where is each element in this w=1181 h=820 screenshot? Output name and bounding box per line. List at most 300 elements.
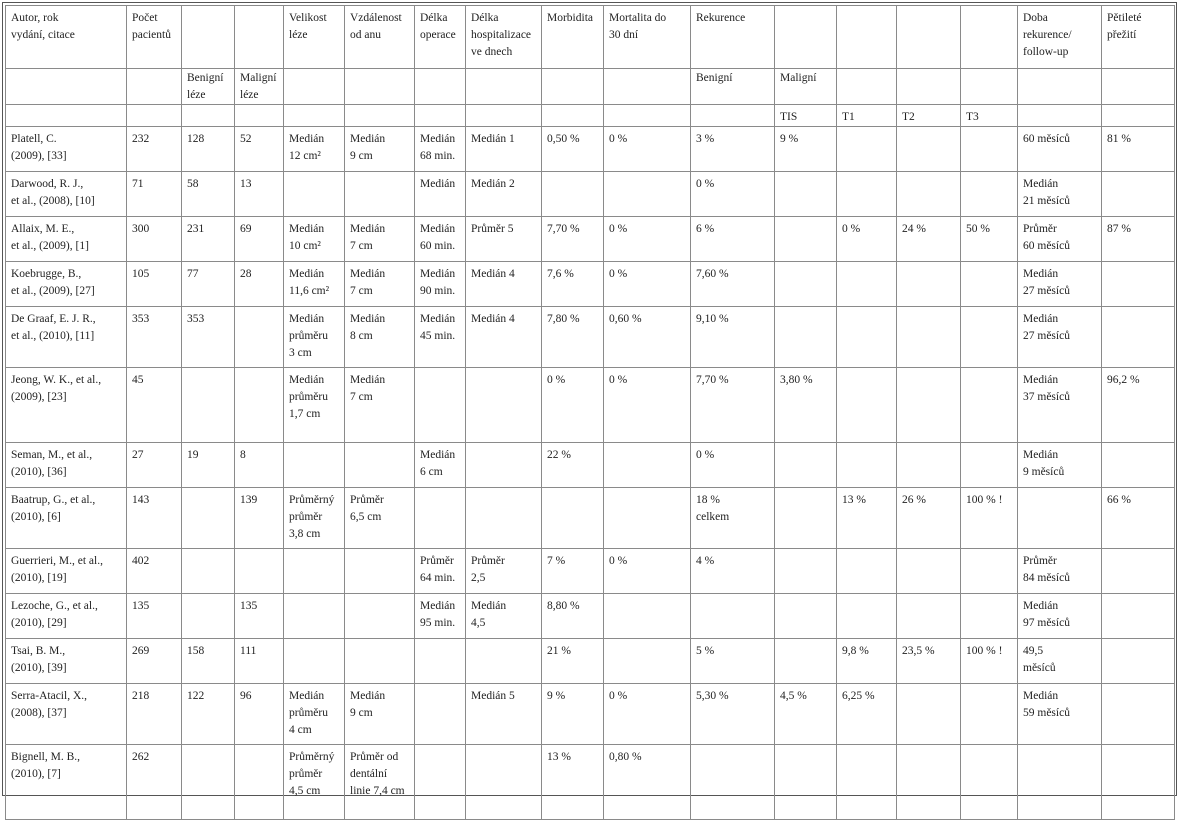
table-cell: [604, 307, 691, 368]
table-cell: [466, 307, 542, 368]
table-cell: [897, 684, 961, 745]
cell-line: 6,5 cm: [350, 511, 382, 523]
cell-line: 77: [187, 268, 199, 280]
table-cell: [837, 549, 897, 594]
cell-line: Medián: [350, 223, 386, 235]
header-empty: [961, 6, 1018, 69]
cell-line: Průměr: [1023, 223, 1057, 235]
table-cell: [961, 594, 1018, 639]
table-cell: [235, 172, 284, 217]
table-cell: [1018, 443, 1102, 488]
table-cell: [127, 127, 182, 172]
cell-line: 90 min.: [420, 285, 456, 297]
cell-line: 3,8 cm: [289, 528, 321, 540]
cell-line: Allaix, M. E.,: [11, 223, 75, 235]
cell-line: Medián: [289, 133, 325, 145]
table-cell: [345, 217, 415, 262]
table-cell: [837, 684, 897, 745]
table-cell: [542, 639, 604, 684]
table-cell: [897, 745, 961, 820]
cell-line: 9 %: [780, 133, 799, 145]
table-cell: [6, 307, 127, 368]
table-cell: [775, 217, 837, 262]
cell-line: Medián: [471, 600, 507, 612]
table-cell: [691, 745, 775, 820]
cell-line: 232: [132, 133, 150, 145]
cell-line: 5 %: [696, 645, 715, 657]
header-empty: [235, 6, 284, 69]
cell-line: 0 %: [609, 223, 628, 235]
table-cell: [542, 488, 604, 549]
table-cell: [182, 594, 235, 639]
cell-line: 23,5 %: [902, 645, 935, 657]
cell-line: 4,5: [471, 617, 486, 629]
table-cell: [1018, 262, 1102, 307]
table-cell: [182, 549, 235, 594]
table-cell: [415, 745, 466, 820]
header-followup: Doba rekurence/ follow-up: [1018, 6, 1102, 69]
table-cell: [127, 549, 182, 594]
table-cell: [284, 684, 345, 745]
table-cell: [837, 262, 897, 307]
table-cell: [837, 594, 897, 639]
table-cell: [6, 745, 127, 820]
table-cell: [415, 594, 466, 639]
cell-line: Medián: [1023, 374, 1059, 386]
table-cell: [235, 127, 284, 172]
table-cell: [604, 262, 691, 307]
table-cell: [1102, 127, 1175, 172]
cell-line: Medián 5: [471, 690, 515, 702]
cell-line: 5,30 %: [696, 690, 729, 702]
table-cell: [961, 549, 1018, 594]
table-cell: [542, 745, 604, 820]
table-cell: [127, 443, 182, 488]
table-cell: [345, 262, 415, 307]
table-cell: [284, 639, 345, 684]
table-cell: [691, 549, 775, 594]
cell-line: 7 cm: [350, 240, 373, 252]
cell-line: 7 %: [547, 555, 566, 567]
cell-line: 9,8 %: [842, 645, 869, 657]
table-cell: [182, 262, 235, 307]
table-cell: [415, 262, 466, 307]
table-cell: [542, 549, 604, 594]
table-cell: [775, 639, 837, 684]
cell-line: 269: [132, 645, 150, 657]
cell-line: 45 min.: [420, 330, 456, 342]
table-cell: [837, 217, 897, 262]
cell-line: 27 měsíců: [1023, 285, 1070, 297]
table-cell: [1102, 443, 1175, 488]
table-row: [6, 127, 1175, 172]
table-cell: [1018, 217, 1102, 262]
table-cell: [127, 684, 182, 745]
table-cell: [345, 745, 415, 820]
table-cell: [775, 127, 837, 172]
cell-line: 7 cm: [350, 391, 373, 403]
table-cell: [897, 217, 961, 262]
table-cell: [466, 368, 542, 443]
header-distance: Vzdálenost od anu: [345, 6, 415, 69]
table-cell: [604, 684, 691, 745]
cell-line: 135: [132, 600, 150, 612]
cell-line: 4 %: [696, 555, 715, 567]
header-morbidity: Morbidita: [542, 6, 604, 69]
cell-line: Medián: [350, 268, 386, 280]
table-cell: [284, 127, 345, 172]
cell-line: 122: [187, 690, 205, 702]
header-survival: Pětileté přežití: [1102, 6, 1175, 69]
header-benign: Benigní léze: [182, 69, 235, 105]
cell-line: Medián: [1023, 178, 1059, 190]
table-cell: [235, 684, 284, 745]
table-cell: [182, 307, 235, 368]
table-row: [6, 368, 1175, 443]
cell-line: Jeong, W. K., et al.,: [11, 374, 102, 386]
table-cell: [961, 639, 1018, 684]
table-cell: [127, 639, 182, 684]
cell-line: 21 %: [547, 645, 571, 657]
cell-line: Medián 1: [471, 133, 515, 145]
table-cell: [775, 368, 837, 443]
cell-line: 10 cm²: [289, 240, 321, 252]
table-cell: [691, 368, 775, 443]
cell-line: Průměr: [420, 555, 454, 567]
table-cell: [1102, 594, 1175, 639]
cell-line: 7,60 %: [696, 268, 729, 280]
table-cell: [837, 172, 897, 217]
cell-line: 21 měsíců: [1023, 195, 1070, 207]
table-cell: [235, 443, 284, 488]
table-cell: [415, 172, 466, 217]
table-cell: [415, 639, 466, 684]
cell-line: průměru: [289, 391, 328, 403]
table-cell: [466, 262, 542, 307]
table-row: [6, 684, 1175, 745]
cell-line: Medián: [420, 449, 456, 461]
table-cell: [542, 217, 604, 262]
table-cell: [127, 594, 182, 639]
table-cell: [897, 307, 961, 368]
table-cell: [1102, 307, 1175, 368]
cell-line: 143: [132, 494, 150, 506]
table-cell: [345, 488, 415, 549]
table-row: [6, 307, 1175, 368]
table-cell: [415, 307, 466, 368]
cell-line: 4,5 cm: [289, 785, 321, 797]
table-cell: [284, 443, 345, 488]
cell-line: 27: [132, 449, 144, 461]
cell-line: 300: [132, 223, 150, 235]
table-cell: [775, 745, 837, 820]
cell-line: (2009), [23]: [11, 391, 67, 403]
table-cell: [837, 443, 897, 488]
cell-line: Průměrný: [289, 751, 335, 763]
table-cell: [345, 368, 415, 443]
table-cell: [6, 549, 127, 594]
table-cell: [345, 443, 415, 488]
cell-line: Medián: [289, 268, 325, 280]
table-cell: [415, 368, 466, 443]
cell-line: Medián: [420, 133, 456, 145]
cell-line: 262: [132, 751, 150, 763]
cell-line: Medián: [420, 223, 456, 235]
cell-line: Medián: [289, 374, 325, 386]
table-cell: [775, 262, 837, 307]
cell-line: 68 min.: [420, 150, 456, 162]
table-cell: [284, 594, 345, 639]
table-cell: [691, 488, 775, 549]
table-cell: [6, 262, 127, 307]
cell-line: 1,7 cm: [289, 408, 321, 420]
cell-line: 7,80 %: [547, 313, 580, 325]
table-cell: [1102, 684, 1175, 745]
table-cell: [961, 745, 1018, 820]
table-cell: [466, 217, 542, 262]
cell-line: et al., (2010), [11]: [11, 330, 95, 342]
cell-line: Průměrný: [289, 494, 335, 506]
cell-line: (2010), [19]: [11, 572, 67, 584]
cell-line: průměru: [289, 330, 328, 342]
cell-line: 0 %: [696, 449, 715, 461]
cell-line: 158: [187, 645, 205, 657]
table-cell: [466, 172, 542, 217]
cell-line: 0 %: [609, 555, 628, 567]
cell-line: 0 %: [609, 374, 628, 386]
table-cell: [691, 639, 775, 684]
cell-line: 402: [132, 555, 150, 567]
table-cell: [837, 745, 897, 820]
table-cell: [961, 443, 1018, 488]
table-cell: [897, 549, 961, 594]
cell-line: Medián: [350, 133, 386, 145]
table-cell: [1102, 745, 1175, 820]
cell-line: Medián: [420, 313, 456, 325]
header-size: Velikost léze: [284, 6, 345, 69]
cell-line: 26 %: [902, 494, 926, 506]
cell-line: 9,10 %: [696, 313, 729, 325]
header-stage-tis: TIS: [775, 105, 837, 127]
table-cell: [127, 172, 182, 217]
table-cell: [6, 217, 127, 262]
table-cell: [775, 307, 837, 368]
cell-line: 0,50 %: [547, 133, 580, 145]
cell-line: 37 měsíců: [1023, 391, 1070, 403]
cell-line: Medián 4: [471, 313, 515, 325]
cell-line: 12 cm²: [289, 150, 321, 162]
table-cell: [837, 127, 897, 172]
cell-line: Platell, C.: [11, 133, 57, 145]
table-cell: [604, 127, 691, 172]
cell-line: 22 %: [547, 449, 571, 461]
table-cell: [691, 684, 775, 745]
table-cell: [6, 488, 127, 549]
table-cell: [284, 488, 345, 549]
cell-line: Baatrup, G., et al.,: [11, 494, 96, 506]
table-cell: [466, 443, 542, 488]
cell-line: 45: [132, 374, 144, 386]
cell-line: 28: [240, 268, 252, 280]
cell-line: Medián: [350, 313, 386, 325]
table-cell: [127, 307, 182, 368]
cell-line: Serra-Atacil, X.,: [11, 690, 87, 702]
cell-line: 49,5: [1023, 645, 1044, 657]
table-cell: [466, 684, 542, 745]
cell-line: 97 měsíců: [1023, 617, 1070, 629]
table-cell: [284, 217, 345, 262]
cell-line: 95 min.: [420, 617, 456, 629]
cell-line: Průměr od: [350, 751, 399, 763]
table-cell: [1018, 368, 1102, 443]
cell-line: 7,6 %: [547, 268, 574, 280]
cell-line: 7,70 %: [696, 374, 729, 386]
cell-line: 3 cm: [289, 347, 312, 359]
header-author: Autor, rok vydání, citace: [6, 6, 127, 69]
cell-line: Medián: [420, 178, 456, 190]
table-cell: [961, 217, 1018, 262]
table-cell: [691, 443, 775, 488]
table-row: [6, 549, 1175, 594]
table-cell: [466, 594, 542, 639]
header-row-3: [6, 105, 1175, 127]
table-cell: [961, 488, 1018, 549]
cell-line: 3,80 %: [780, 374, 813, 386]
table-cell: [691, 594, 775, 639]
cell-line: 11,6 cm²: [289, 285, 330, 297]
table-cell: [837, 488, 897, 549]
table-frame: [2, 2, 1177, 796]
table-cell: [182, 172, 235, 217]
cell-line: 24 %: [902, 223, 926, 235]
cell-line: Medián: [289, 313, 325, 325]
results-table: [5, 5, 1175, 820]
table-cell: [1102, 639, 1175, 684]
cell-line: 69: [240, 223, 252, 235]
cell-line: 105: [132, 268, 150, 280]
table-cell: [182, 684, 235, 745]
table-cell: [415, 549, 466, 594]
cell-line: 3 %: [696, 133, 715, 145]
table-cell: [466, 488, 542, 549]
table-cell: [182, 488, 235, 549]
table-cell: [897, 594, 961, 639]
table-cell: [604, 217, 691, 262]
table-cell: [1018, 172, 1102, 217]
table-cell: [6, 639, 127, 684]
table-cell: [604, 488, 691, 549]
table-cell: [542, 127, 604, 172]
cell-line: Seman, M., et al.,: [11, 449, 93, 461]
cell-line: 7 cm: [350, 285, 373, 297]
cell-line: 9 měsíců: [1023, 466, 1065, 478]
table-cell: [345, 594, 415, 639]
cell-line: 0,80 %: [609, 751, 642, 763]
table-row: [6, 217, 1175, 262]
table-cell: [775, 172, 837, 217]
table-cell: [775, 443, 837, 488]
table-cell: [1102, 172, 1175, 217]
table-row: [6, 262, 1175, 307]
table-cell: [691, 262, 775, 307]
cell-line: Koebrugge, B.,: [11, 268, 82, 280]
table-cell: [284, 172, 345, 217]
cell-line: linie 7,4 cm: [350, 785, 405, 797]
cell-line: 7,70 %: [547, 223, 580, 235]
cell-line: Průměr: [471, 555, 505, 567]
table-cell: [604, 172, 691, 217]
cell-line: 0 %: [609, 133, 628, 145]
table-cell: [775, 488, 837, 549]
table-cell: [1018, 639, 1102, 684]
cell-line: Medián: [1023, 268, 1059, 280]
cell-line: 0 %: [609, 268, 628, 280]
cell-line: 0 %: [547, 374, 566, 386]
table-cell: [182, 443, 235, 488]
table-cell: [542, 307, 604, 368]
table-cell: [961, 127, 1018, 172]
table-row: [6, 745, 1175, 820]
table-row: [6, 172, 1175, 217]
cell-line: 71: [132, 178, 144, 190]
cell-line: 13: [240, 178, 252, 190]
table-cell: [182, 639, 235, 684]
cell-line: Medián: [420, 268, 456, 280]
cell-line: Medián: [1023, 600, 1059, 612]
table-cell: [127, 368, 182, 443]
cell-line: Medián 2: [471, 178, 515, 190]
cell-line: 111: [240, 645, 257, 657]
table-cell: [542, 594, 604, 639]
cell-line: 353: [187, 313, 205, 325]
table-row: [6, 443, 1175, 488]
cell-line: 231: [187, 223, 205, 235]
cell-line: 96: [240, 690, 252, 702]
table-cell: [604, 639, 691, 684]
table-cell: [6, 594, 127, 639]
table-cell: [182, 368, 235, 443]
cell-line: 8 cm: [350, 330, 373, 342]
cell-line: 9 cm: [350, 150, 373, 162]
cell-line: 60 měsíců: [1023, 133, 1070, 145]
cell-line: průměru: [289, 707, 328, 719]
header-stage-t1: T1: [837, 105, 897, 127]
table-cell: [345, 639, 415, 684]
table-cell: [284, 549, 345, 594]
header-empty: [837, 6, 897, 69]
cell-line: Medián: [420, 600, 456, 612]
cell-line: průměr: [289, 768, 323, 780]
table-cell: [837, 307, 897, 368]
cell-line: 8: [240, 449, 246, 461]
table-cell: [6, 443, 127, 488]
table-cell: [837, 368, 897, 443]
table-cell: [284, 745, 345, 820]
header-patients: Počet pacientů: [127, 6, 182, 69]
cell-line: 60 min.: [420, 240, 456, 252]
cell-line: 0 %: [696, 178, 715, 190]
table-cell: [466, 127, 542, 172]
header-recurrence: Rekurence: [691, 6, 775, 69]
table-cell: [1018, 745, 1102, 820]
cell-line: 59 měsíců: [1023, 707, 1070, 719]
table-cell: [182, 127, 235, 172]
cell-line: et al., (2008), [10]: [11, 195, 95, 207]
cell-line: Medián: [1023, 690, 1059, 702]
cell-line: (2008), [37]: [11, 707, 67, 719]
cell-line: 4 cm: [289, 724, 312, 736]
table-cell: [897, 127, 961, 172]
